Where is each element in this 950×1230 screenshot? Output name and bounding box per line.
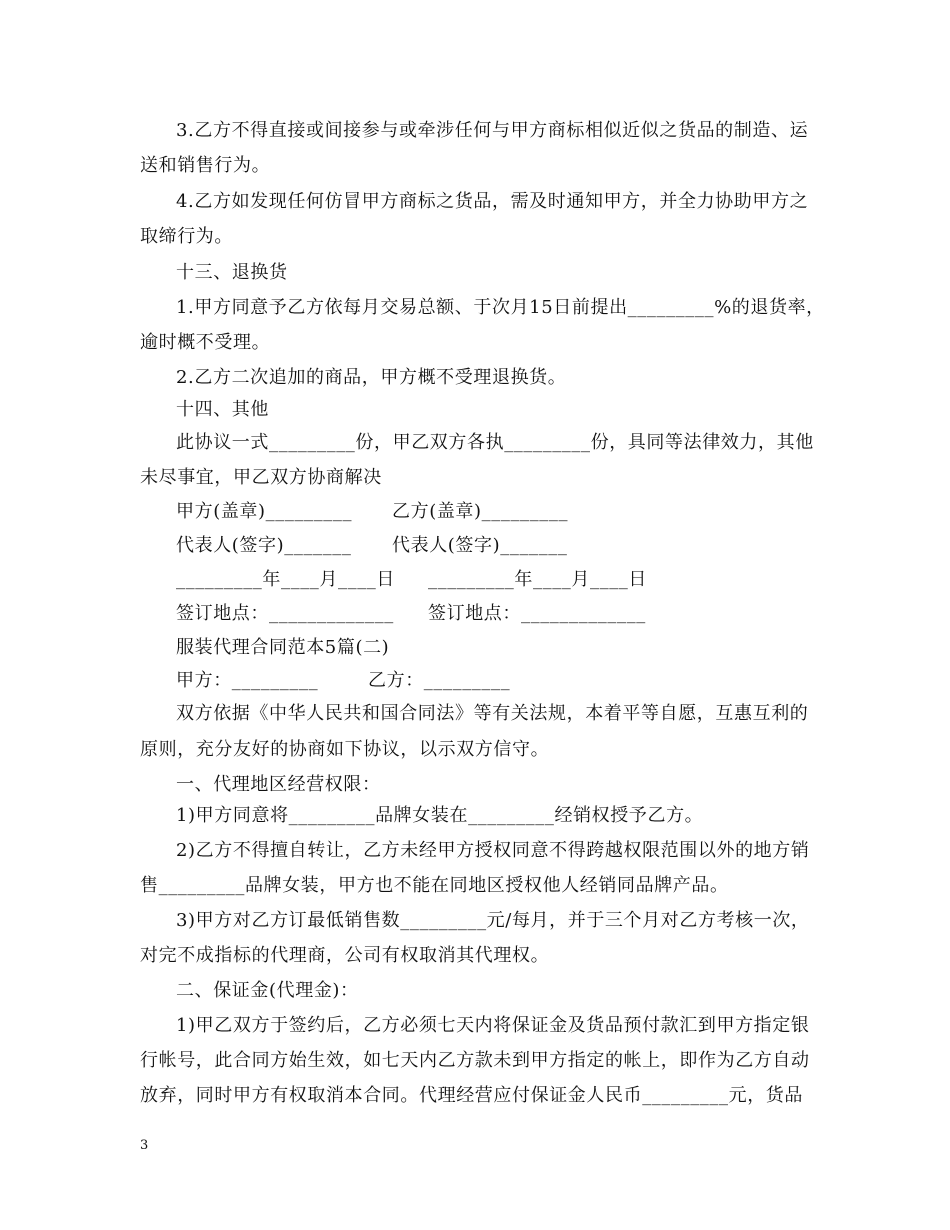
text-line: 2)乙方不得擅自转让，乙方未经甲方授权同意不得跨越权限范围以外的地方销 <box>176 840 810 861</box>
section-heading: 二、保证金(代理金)： <box>176 980 359 1001</box>
text-line: 送和销售行为。 <box>140 155 271 176</box>
text-line: 此协议一式_________份，甲乙双方各执_________份，具同等法律效力，其他 <box>176 432 814 453</box>
party-a-date-line: _________年____月____日 <box>176 569 395 590</box>
party-a-line: 甲方：_________ <box>176 670 319 691</box>
party-a-seal-line: 甲方(盖章)_________ <box>176 501 353 522</box>
text-line: 1)甲乙双方于签约后，乙方必须七天内将保证金及货品预付款汇到甲方指定银 <box>176 1015 810 1036</box>
text-line: 售_________品牌女装，甲方也不能在同地区授权他人经销同品牌产品。 <box>140 875 729 896</box>
text-line: 2.乙方二次追加的商品，甲方概不受理退换货。 <box>176 367 567 388</box>
section-heading: 一、代理地区经营权限： <box>176 774 381 795</box>
party-b-line: 乙方：_________ <box>368 670 511 691</box>
text-line: 放弃，同时甲方有权取消本合同。代理经营应付保证金人民币_________元，货品 <box>140 1085 803 1106</box>
text-line: 未尽事宜，甲乙双方协商解决 <box>140 467 382 488</box>
party-a-representative-line: 代表人(签字)_______ <box>176 535 352 556</box>
text-line: 1.甲方同意予乙方依每月交易总额、于次月15日前提出_________%的退货率， <box>176 297 825 318</box>
subtitle: 服装代理合同范本5篇(二) <box>176 637 390 658</box>
page-number: 3 <box>140 1138 149 1153</box>
text-line: 3)甲方对乙方订最低销售数_________元/每月，并于三个月对乙方考核一次， <box>176 910 810 931</box>
text-line: 4.乙方如发现任何仿冒甲方商标之货品，需及时通知甲方，并全力协助甲方之 <box>176 191 809 212</box>
text-line: 逾时概不受理。 <box>140 332 271 353</box>
text-line: 原则，充分友好的协商如下协议，以示双方信守。 <box>140 739 550 760</box>
text-line: 取缔行为。 <box>140 226 233 247</box>
party-b-date-line: _________年____月____日 <box>428 569 647 590</box>
party-b-signing-place-line: 签订地点：_____________ <box>428 603 646 624</box>
text-line: 行帐号，此合同方始生效，如七天内乙方款未到甲方指定的帐上，即作为乙方自动 <box>140 1050 810 1071</box>
text-line: 对完不成指标的代理商，公司有权取消其代理权。 <box>140 945 550 966</box>
section-heading: 十三、退换货 <box>176 262 288 283</box>
party-b-seal-line: 乙方(盖章)_________ <box>392 501 569 522</box>
text-line: 1)甲方同意将_________品牌女装在_________经销权授予乙方。 <box>176 805 704 826</box>
text-line: 双方依据《中华人民共和国合同法》等有关法规，本着平等自愿，互惠互利的 <box>176 703 809 724</box>
text-line: 3.乙方不得直接或间接参与或牵涉任何与甲方商标相似近似之货品的制造、运 <box>176 120 809 141</box>
party-a-signing-place-line: 签订地点：_____________ <box>176 603 394 624</box>
section-heading: 十四、其他 <box>176 399 269 420</box>
party-b-representative-line: 代表人(签字)_______ <box>392 535 568 556</box>
